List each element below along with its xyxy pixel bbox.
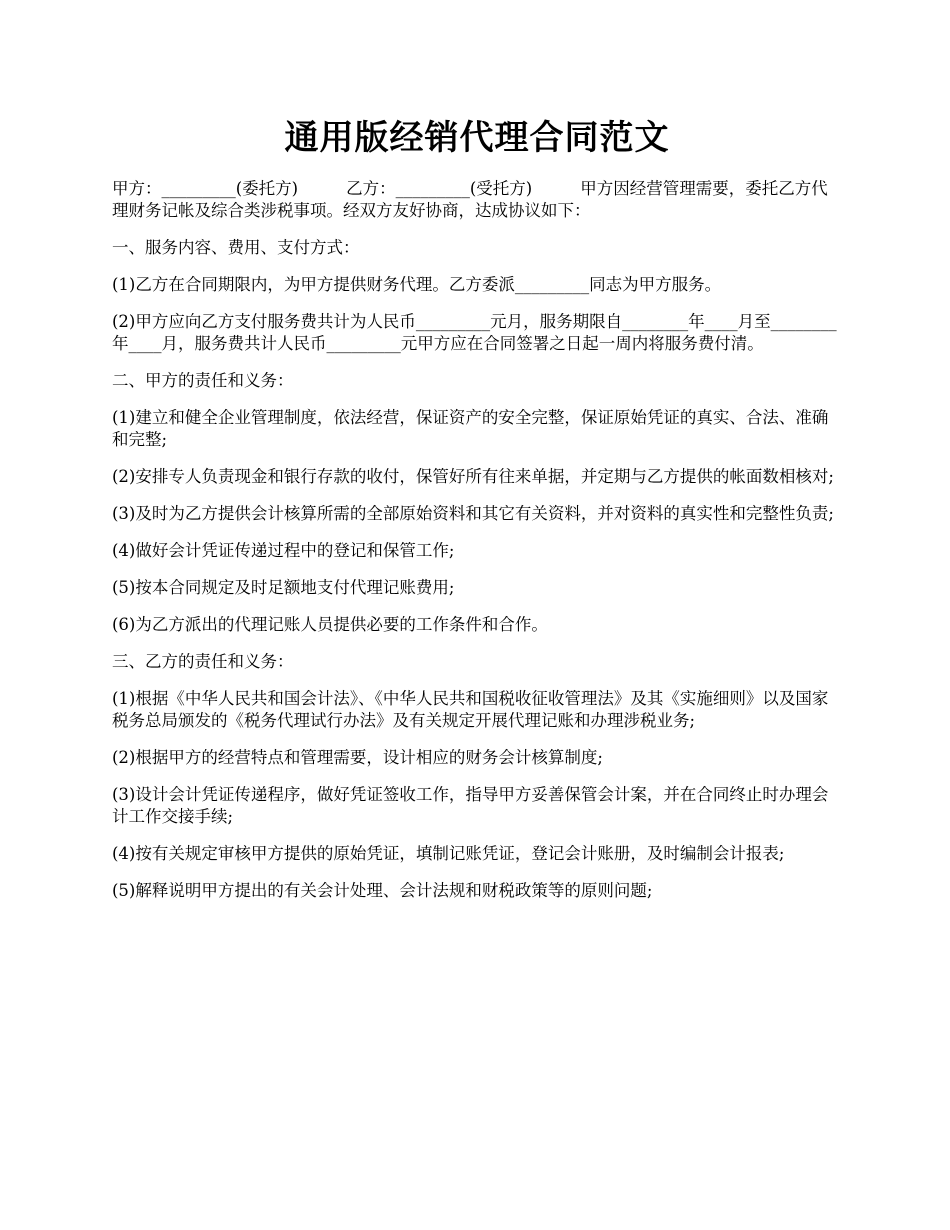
clause-item: (1)乙方在合同期限内，为甲方提供财务代理。乙方委派_________同志为甲方服务。: [112, 275, 722, 294]
document-title: 通用版经销代理合同范文: [284, 118, 670, 158]
clause-item: (4)按有关规定审核甲方提供的原始凭证，填制记账凭证，登记会计账册，及时编制会计报表;: [112, 844, 785, 863]
section-heading: 一、服务内容、费用、支付方式：: [112, 238, 360, 257]
clause-item: (1)根据《中华人民共和国会计法》、《中华人民共和国税收征收管理法》及其《实施细则》以及国家税务总局颁发的《税务代理试行办法》及有关规定开展代理记账和办理涉税业务;: [112, 689, 829, 730]
clause-item: (6)为乙方派出的代理记账人员提供必要的工作条件和合作。: [112, 615, 548, 634]
clause-item: (2)甲方应向乙方支付服务费共计为人民币_________元月，服务期限自________年____月至________年____月，服务费共计人民币_________元甲方应在合同签署之日起一周内将服务费付清。: [112, 312, 837, 353]
clause-item: (3)设计会计凭证传递程序，做好凭证签收工作，指导甲方妥善保管会计案，并在合同终止时办理会计工作交接手续;: [112, 785, 829, 826]
party-a-line: 甲方：_________(委托方): [112, 179, 299, 198]
section-heading: 三、乙方的责任和义务：: [112, 652, 294, 671]
clause-item: (3)及时为乙方提供会计核算所需的全部原始资料和其它有关资料，并对资料的真实性和完整性负责;: [112, 504, 834, 523]
clause-item: (1)建立和健全企业管理制度，依法经营，保证资产的安全完整，保证原始凭证的真实、合法、准确和完整;: [112, 408, 829, 449]
contract-purpose: 甲方因经营管理需要，委托乙方代理财务记帐及综合类涉税事项。经双方友好协商，达成协议如下：: [112, 179, 828, 220]
clause-item: (2)安排专人负责现金和银行存款的收付，保管好所有往来单据，并定期与乙方提供的帐面数相核对;: [112, 467, 834, 486]
clause-item: (5)按本合同规定及时足额地支付代理记账费用;: [112, 578, 455, 597]
section-heading: 二、甲方的责任和义务：: [112, 371, 294, 390]
intro-paragraph: [112, 178, 842, 222]
document-page: [112, 0, 842, 917]
clause-item: (2)根据甲方的经营特点和管理需要，设计相应的财务会计核算制度;: [112, 748, 603, 767]
party-b-line: 乙方：_________(受托方): [346, 179, 533, 198]
clause-item: (5)解释说明甲方提出的有关会计处理、会计法规和财税政策等的原则问题;: [112, 881, 653, 900]
clause-item: (4)做好会计凭证传递过程中的登记和保管工作;: [112, 541, 455, 560]
document-body: [112, 178, 842, 902]
